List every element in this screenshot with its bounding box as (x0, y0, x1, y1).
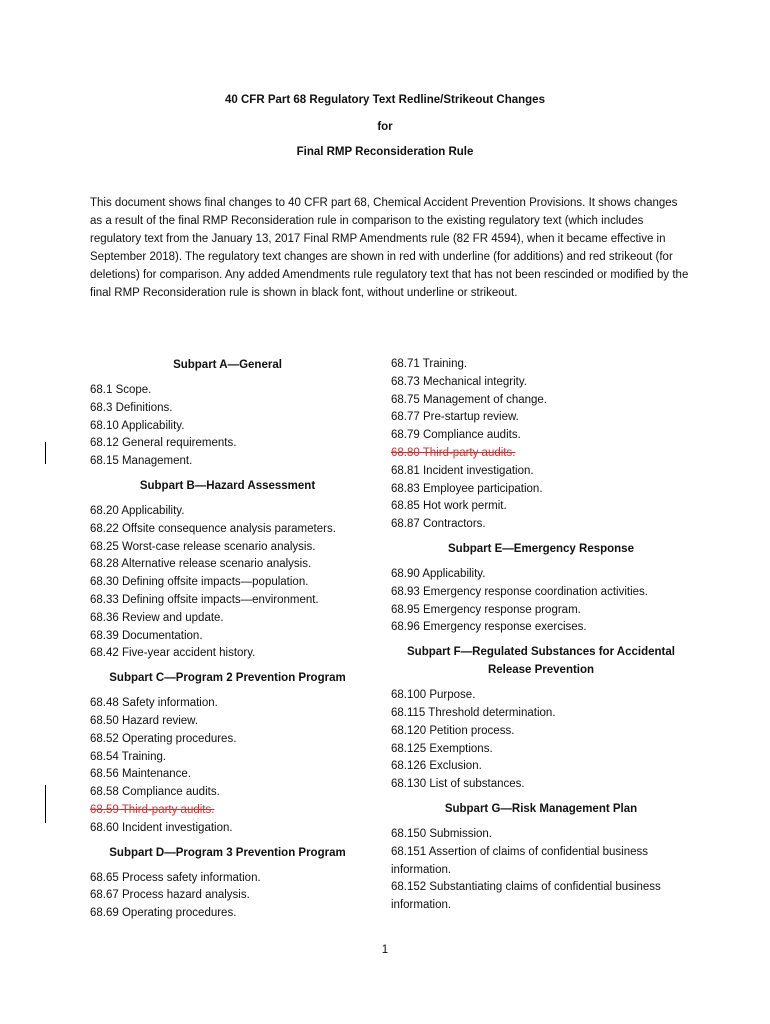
toc-item: 68.87 Contractors. (391, 518, 486, 531)
subpart-a-heading: Subpart A—General (173, 359, 282, 371)
toc-item: 68.69 Operating procedures. (90, 907, 237, 920)
toc-item: 68.22 Offsite consequence analysis parameters. (90, 522, 336, 535)
toc-item: 68.58 Compliance audits. (90, 786, 220, 799)
toc-item: 68.93 Emergency response coordination activities. (391, 585, 648, 598)
toc-item: 68.42 Five-year accident history. (90, 647, 256, 660)
toc-item: 68.96 Emergency response exercises. (391, 621, 587, 634)
toc-item: 68.115 Threshold determination. (391, 706, 556, 719)
toc-item: 68.39 Documentation. (90, 629, 203, 642)
toc-item-deleted: 68.59 Third-party audits. (90, 803, 215, 816)
toc-item: 68.65 Process safety information. (90, 871, 261, 884)
toc-item: 68.95 Emergency response program. (391, 603, 581, 616)
subpart-e-heading: Subpart E—Emergency Response (448, 542, 634, 555)
toc-item: 68.81 Incident investigation. (391, 464, 534, 477)
toc-item: 68.50 Hazard review. (90, 714, 199, 727)
subpart-g-heading: Subpart G—Risk Management Plan (444, 802, 638, 815)
toc-item: 68.12 General requirements. (90, 437, 237, 450)
toc-item: 68.56 Maintenance. (90, 768, 192, 781)
toc-item: 68.73 Mechanical integrity. (391, 375, 527, 388)
toc-item: 68.85 Hot work permit. (391, 500, 507, 513)
toc-item: 68.30 Defining offsite impacts—population. (90, 576, 309, 589)
toc-item: 68.120 Petition process. (391, 724, 515, 737)
toc-item: 68.48 Safety information. (90, 697, 218, 710)
toc-item: 68.126 Exclusion. (391, 760, 482, 773)
toc-item: 68.150 Submission. (391, 827, 493, 840)
subpart-d-heading: Subpart D—Program 3 Prevention Program (109, 846, 346, 859)
subpart-f-heading: Subpart F—Regulated Substances for Accidental (407, 646, 675, 659)
toc-item: 68.152 Substantiating claims of confidential business (391, 881, 661, 894)
toc-item: 68.151 Assertion of claims of confidential business (391, 845, 648, 858)
toc-item-deleted: 68.80 Third-party audits. (391, 446, 516, 459)
toc-item: 68.54 Training. (90, 750, 167, 763)
toc-item: 68.67 Process hazard analysis. (90, 889, 250, 902)
toc-item: 68.28 Alternative release scenario analysis. (90, 558, 312, 571)
toc-item: 68.52 Operating procedures. (90, 732, 237, 745)
change-bar (45, 785, 46, 823)
toc-item: 68.20 Applicability. (90, 504, 185, 517)
toc-item: 68.130 List of substances. (391, 778, 525, 791)
toc-item: 68.77 Pre-startup review. (391, 411, 519, 424)
toc-right-column (391, 356, 691, 915)
subpart-b-heading: Subpart B—Hazard Assessment (139, 479, 316, 492)
toc-item: information. (391, 899, 452, 912)
toc-item: 68.15 Management. (90, 455, 193, 468)
toc-item: 68.25 Worst-case release scenario analysis. (90, 540, 316, 553)
subpart-c-heading: Subpart C—Program 2 Prevention Program (109, 672, 346, 685)
change-bar (45, 442, 46, 464)
toc-left-column (90, 356, 365, 923)
toc-item: 68.3 Definitions. (90, 401, 173, 414)
toc-item: 68.1 Scope. (90, 384, 152, 396)
page-number: 1 (381, 944, 389, 956)
doc-subtitle: Final RMP Reconsideration Rule (296, 146, 474, 158)
toc-item: information. (391, 863, 452, 876)
toc-item: 68.36 Review and update. (90, 611, 224, 624)
doc-title-for: for (377, 121, 393, 133)
intro-paragraph: This document shows final changes to 40 CFR part 68, Chemical Accident Prevention Provisions. It shows changes as a result of the final RMP Reconsideration rule in comparison to the existing regulatory text (which includes regulatory text from the January 13, 2017 Final RMP Amendments rule (82 FR 4594), when it became effective in September 2018). The regulatory text changes are shown in red with underline (for additions) and red strikeout (for deletions) for comparison. Any added Amendments rule regulatory text that has not been rescinded or modified by the final RMP Reconsideration rule is shown in black font, without underline or strikeout. (90, 197, 689, 299)
toc-item: 68.75 Management of change. (391, 393, 548, 406)
toc-item: 68.83 Employee participation. (391, 482, 543, 495)
toc-item: 68.100 Purpose. (391, 689, 476, 702)
toc-item: 68.79 Compliance audits. (391, 429, 521, 442)
toc-item: 68.10 Applicability. (90, 419, 185, 432)
toc-item: 68.90 Applicability. (391, 567, 486, 580)
toc-item: 68.60 Incident investigation. (90, 821, 233, 834)
toc-item: 68.71 Training. (391, 358, 468, 370)
toc-item: 68.125 Exemptions. (391, 742, 493, 755)
doc-title: 40 CFR Part 68 Regulatory Text Redline/Strikeout Changes (225, 94, 545, 106)
toc-item: 68.33 Defining offsite impacts—environment. (90, 593, 319, 606)
subpart-f-heading-cont: Release Prevention (487, 664, 595, 677)
